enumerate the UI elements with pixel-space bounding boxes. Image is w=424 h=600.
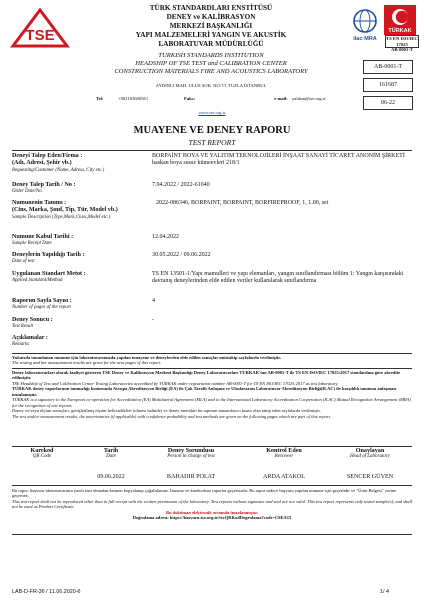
header-en-line1: TURKISH STANDARDS INSTITUTION (158, 52, 264, 59)
notice-divider-bottom (12, 446, 412, 447)
header-tr-line1: TÜRK STANDARDLARI ENSTİTÜSÜ (149, 4, 273, 12)
email-label: e-mail: (274, 96, 288, 101)
title-divider (12, 150, 412, 151)
accreditation-standard: TS EN ISO/IEC 17025 AB-0001-T (386, 36, 418, 52)
field-receipt-label: Numune Kabul Tarihi : Sample Recept Date (12, 234, 74, 247)
svg-text:TÜRKAK: TÜRKAK (388, 28, 412, 34)
field-standard-value: TS EN 13501-1/Yapı mamulleri ve yapı elemanları, yangın sınıflandırması bölüm 1: Yangın karşısındaki davranış deneylerinden elde edilen veriler kullanılarak sınıflandırma (152, 271, 404, 285)
field-order-value: 7.04.2022 / 2022-61040 (152, 182, 210, 188)
field-pages-label: Raporun Sayfa Sayısı : Number of pages of the report (12, 298, 72, 311)
field-sample-label: Numunenin Tanımı : (Cins, Marka, Şınıf, Tip, Tür, Model vb.) Sample Description (Type,Mark,Class,Model etc.) (12, 200, 118, 220)
sig-header-approver: Onaylayan Head of Laboratory (350, 448, 390, 459)
page-number: 1/ 4 (380, 589, 389, 595)
sig-header-date: Tarih Date (103, 448, 119, 459)
email-value: yalitim@tse.org.tr (292, 96, 326, 101)
field-order-label: Deney Talep Tarih / No : Order Date/No. (12, 182, 76, 195)
form-code: LAB-D-FR-36 / 11.06.2020-6 (12, 589, 81, 595)
sig-value-reviewer: ARDA ATAKOL (263, 474, 305, 480)
sig-header-qr: Karekod QR Code (30, 448, 54, 459)
sig-header-reviewer: Kontrol Eden Reviewer (266, 448, 302, 459)
field-requester-value: BORPAİNT BOYA VE YALITIM TEKNOLOJİLERİ İNŞAAT SANAYİ TİCARET ANONİM ŞİRKETİ haskan boya sussz kümeevleri 218/1 (152, 153, 405, 167)
footer-divider (12, 534, 412, 535)
notice-divider-mid (12, 368, 412, 369)
svg-text:TSE: TSE (25, 27, 55, 44)
date-code-box: 06-22 (363, 96, 413, 110)
report-number-box: 161687 (363, 78, 413, 92)
website-link[interactable]: www.tse.org.tr (198, 110, 226, 115)
field-testdate-label: Deneylerin Yapıldığı Tarih : Date of test (12, 252, 85, 265)
header-en-line3: CONSTRUCTION MATERIALS FIRE AND ACOUSTICS LABORATORY (114, 68, 308, 75)
field-pages-value: 4 (152, 298, 155, 304)
ilac-mra-logo (349, 8, 381, 44)
sig-value-responsible: BAHADIR POLAT (166, 474, 216, 480)
tse-logo (10, 7, 70, 49)
sig-value-approver: SENCER GÜVEN (346, 474, 394, 480)
header-tr-line4: YAPI MALZEMELERİ YANGIN VE AKUSTİK (135, 31, 287, 39)
svg-text:ilac·MRA: ilac·MRA (353, 36, 377, 42)
field-result-value: - (152, 317, 154, 323)
notice-divider-top (12, 353, 412, 354)
field-remarks-label: Açıklamalar : Remarks (12, 335, 48, 348)
field-receipt-value: 12.04.2022 (152, 234, 179, 240)
header-tr-line3: MERKEZİ BAŞKANLIĞI (169, 22, 253, 30)
sig-header-responsible: Deney Sorumlusu Person in charge of test (167, 448, 215, 459)
field-requester-label: Deneyi Talep Eden/Firma : (Adı, Adresi, Şehir vb.) Requesting/Customer (Name, Adress, City etc.) (12, 153, 105, 173)
field-standard-label: Uygulanan Standart Metot : Applied Standard/Method (12, 271, 86, 284)
report-subtitle: TEST REPORT (188, 138, 236, 147)
sig-value-date: 09.06.2022 (97, 474, 125, 480)
fax-label: Faks: (184, 96, 195, 101)
tel-label: Tel: (96, 96, 104, 101)
accreditation-notice: Deney laboratuvarları olarak faaliyet gösteren TSE Deney ve Kalibrasyon Merkezi Başkanlığı Deney Laboratuvarları TÜRKAK'tan AB-0001-T ile TS EN ISO/IEC 17025:2017 standardına göre akredite edilmiştir. TSE Headship of Test and Calibration Center Testing Laboratories accredited by TÜRKAK under registration number AB-0001-T for TS EN ISO/IEC 17025:2017 as test laboratory. TÜRKAK deney raporlarının tanınırlığı konusunda Avrupa Akreditasyon Birliği (EA) ile Çok Taraflı Anlaşma ve Uluslararası Laboratuvar Akreditasyon Birliği(ILAC) ile karşılıklı tanınma anlaşması imzalamıştır. TÜRKAK is a signatory to the European co-operation for Accreditation (EA) Multilateral Agreement (MLA) and to the International Laboratory Accreditation Cooperation (ILAC) Mutual Recognition Arrangement (MRA) for the recognition of test reports. Deney ve/veya ölçüm sonuçları, genişletilmiş ölçüm belirsizlikleri (olması halinde) ve deney metotları bu raporun tamamlayıcı kısmı olan takip eden sayfalarda verilmiştir. The test and/or measurement results, the uncertainties (if applicable) with confidence probability and test methods are given on the following pages which are part of this report. (12, 370, 411, 419)
header-tr-line2: DENEY ve KALİBRASYON (166, 13, 256, 21)
tel-value: +902165600561 (118, 96, 149, 101)
field-sample-value: 2022-086346, BORPAINT, BORPAINT, BORFIREPROOF, 1, 1.00, set (156, 200, 329, 206)
results-notice: Yukarıda tanımlanan numune için laboratuvarımızda yapılan muayene ve deneylerden elde edilen sonuçlar müteakip sayfalarda verilmiştir. The testing and her measurement results are given for the next pages of this report. (12, 355, 281, 366)
report-title: MUAYENE VE DENEY RAPORU (133, 125, 291, 136)
header-en-line2: HEADSHIP OF TSE TEST and CALIBRATION CENTER (135, 60, 287, 67)
signature-divider (12, 485, 412, 486)
accreditation-code-box: AB-0001-T (363, 60, 413, 74)
header-address: AYDINLI MAH. ULUS SOK. NO:7/1 TUZLA İSTANBUL (155, 83, 267, 88)
field-result-label: Deney Sonucu : Test Result (12, 317, 53, 330)
field-testdate-value: 30.05.2022 / 09.06.2022 (152, 252, 211, 258)
footer-notice: Bu rapor, başvuru laboratuvarının yazılı izni olmadan kısmen kopyalanıp çoğaltılamaz. İmzasız ve karekodsuz raporlar geçersizdir. Bu rapor sadece başvuru yapılan numune için geçerlidir ve "Ürün Belgesi" yerine geçemez. This test report shall not be reproduced other than in full except with the written permission of the laboratory. Test reports without signature and seal are not valid. This test report represents only tested sample(s), and shall not be used as Product Certificate. Bu doküman elektronik ortamda imzalanmıştır. Doğrulama adresi: https://basvuru.tse.org.tr/tsvQRKodDogrulama?code=C6EA15 (12, 488, 412, 521)
header-tr-line5: LABORATUVAR MÜDÜRLÜĞÜ (158, 40, 264, 48)
